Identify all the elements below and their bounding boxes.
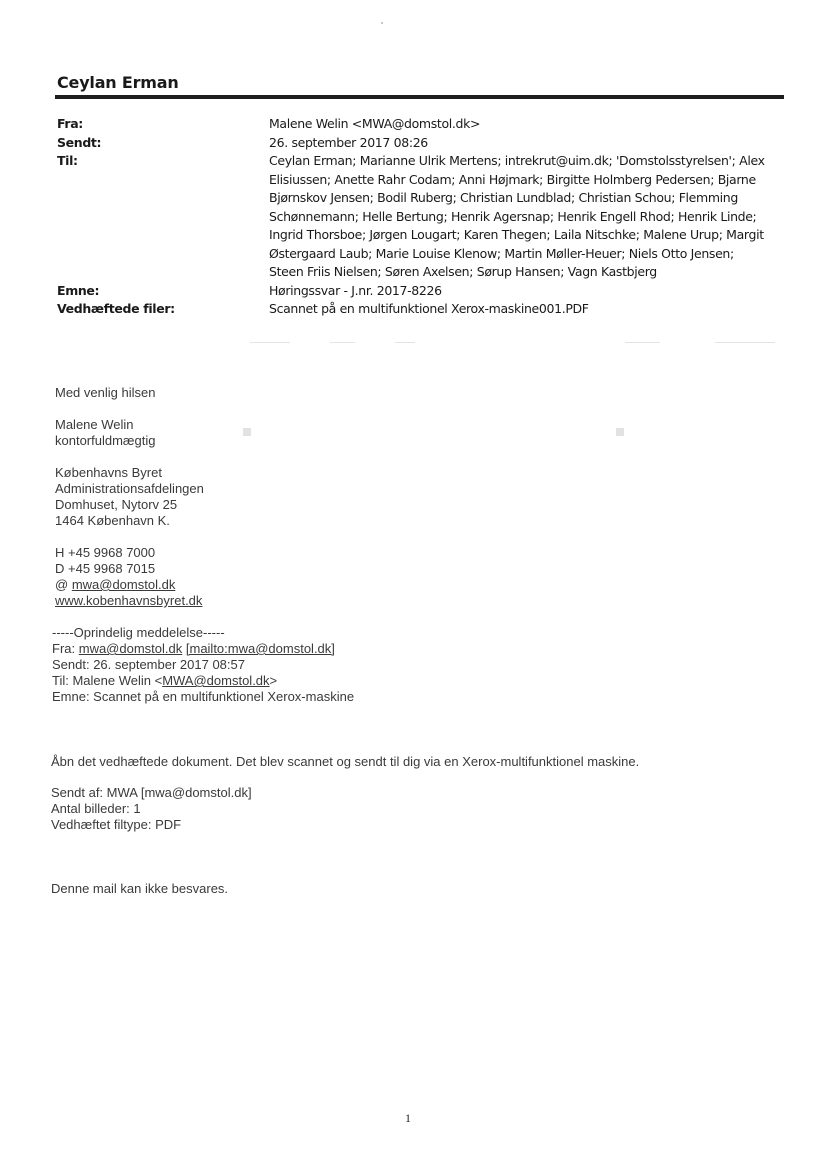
scan-sent-by: Sendt af: MWA [mwa@domstol.dk] [51,785,252,800]
original-til-row [52,673,354,689]
signature-email-row [55,577,204,593]
til-line: Østergaard Laub; Marie Louise Klenow; Martin Møller-Heuer; Niels Otto Jensen; [269,245,734,261]
sendt-label: Sendt: [57,134,102,150]
scan-artifact-line [625,342,660,343]
no-reply-notice: Denne mail kan ikke besvares. [51,881,229,896]
signature-phone-direct: D +45 9968 7015 [55,561,156,576]
greeting: Med venlig hilsen [55,385,156,400]
scan-notice-line: Åbn det vedhæftede dokument. Det blev scannet og sendt til dig via en Xerox-multifunktionel maskine. [51,754,640,769]
scan-artifact-line [250,342,290,343]
signature-org: Københavns Byret [55,465,162,480]
original-til-prefix: Til: Malene Welin < [52,673,163,688]
til-line: Elisiussen; Anette Rahr Codam; Anni Højmark; Birgitte Holmberg Pedersen; Bjarne [269,171,756,187]
scan-speck [381,22,383,24]
original-message-block [52,625,354,705]
email-metadata [57,115,787,319]
original-fra-prefix: Fra: [52,641,79,656]
til-line: Bjørnskov Jensen; Bodil Ruberg; Christian Lundblad; Christian Schou; Flemming [269,190,738,205]
original-fra-row [52,641,354,657]
til-line: Schønnemann; Helle Bertung; Henrik Agersnap; Henrik Engell Rhod; Henrik Linde; [269,208,757,224]
signature-address-city: 1464 København K. [55,513,170,528]
original-til-email-link[interactable]: MWA@domstol.dk [162,673,270,688]
sender-name: Ceylan Erman [57,73,179,92]
original-mailto-link[interactable]: [mailto:mwa@domstol.dk] [185,641,335,656]
meta-row-sendt [57,134,787,153]
original-emne: Emne: Scannet på en multifunktionel Xerox-maskine [52,689,355,704]
header-rule [55,95,784,99]
fra-value: Malene Welin <MWA@domstol.dk> [269,116,481,131]
emne-value: Høringssvar - J.nr. 2017-8226 [269,282,442,298]
original-til-suffix: > [269,673,278,688]
original-separator: -----Oprindelig meddelelse----- [52,625,225,640]
meta-row-attachments [57,300,787,319]
meta-row-fra [57,115,787,134]
signature-department: Administrationsafdelingen [55,481,204,496]
emne-label: Emne: [57,282,100,298]
scan-details [51,785,252,833]
scan-artifact-line [330,342,355,343]
scan-image-count: Antal billeder: 1 [51,801,141,816]
signature-phone-main: H +45 9968 7000 [55,545,156,560]
til-line: Ceylan Erman; Marianne Ulrik Mertens; intrekrut@uim.dk; 'Domstolsstyrelsen'; Alex [269,153,765,168]
meta-row-til [57,152,787,282]
signature-name: Malene Welin [55,417,134,432]
original-fra-email-link[interactable]: mwa@domstol.dk [78,641,183,656]
attachment-filename: Scannet på en multifunktionel Xerox-maskine001.PDF [269,301,589,316]
signature-website-link[interactable]: www.kobenhavnsbyret.dk [55,593,203,608]
fra-label: Fra: [57,116,83,131]
signature-email-link[interactable]: mwa@domstol.dk [71,577,176,592]
scan-artifact-line [395,342,415,343]
scan-speck [243,428,251,436]
signature-title: kontorfuldmægtig [55,433,156,448]
scan-speck [616,428,624,436]
til-line: Steen Friis Nielsen; Søren Axelsen; Sørup Hansen; Vagn Kastbjerg [269,264,657,279]
til-recipients [269,152,787,282]
meta-row-emne [57,282,787,301]
til-line: Ingrid Thorsboe; Jørgen Lougart; Karen Thegen; Laila Nitschke; Malene Urup; Margit [269,227,764,242]
til-label: Til: [57,153,78,168]
scan-filetype: Vedhæftet filtype: PDF [51,817,182,832]
signature-block [55,385,204,609]
sendt-value: 26. september 2017 08:26 [269,134,428,150]
scan-artifact-line [715,342,775,343]
page-number: 1 [405,1111,411,1125]
attachments-label: Vedhæftede filer: [57,301,175,316]
signature-address-street: Domhuset, Nytorv 25 [55,497,178,512]
email-at-prefix: @ [55,577,72,592]
original-sendt: Sendt: 26. september 2017 08:57 [52,657,245,672]
